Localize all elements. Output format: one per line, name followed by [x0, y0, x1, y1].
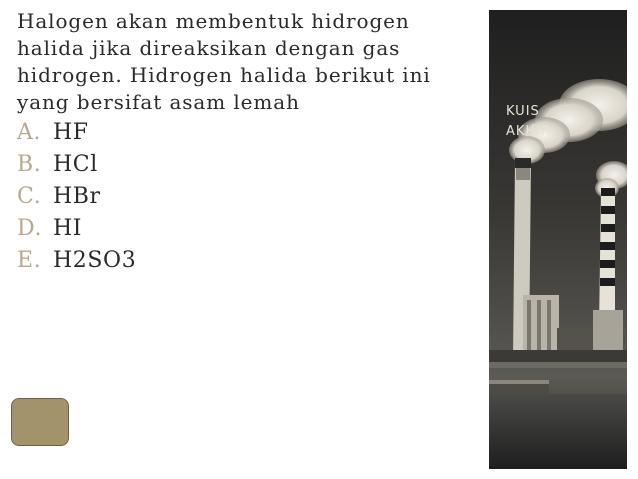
- question-text: Halogen akan membentuk hidrogen halida jika direaksikan dengan gas hidrogen. Hidrogen halida berikut ini yang bersifat asam lemah: [17, 9, 431, 114]
- right-chimney: [599, 188, 615, 330]
- option-d[interactable]: [17, 216, 136, 248]
- option-text: HBr: [53, 184, 101, 209]
- option-text: HF: [53, 120, 89, 145]
- option-letter: A.: [17, 120, 42, 145]
- quiz-label: KUIS AKHIR: [506, 104, 552, 139]
- answer-options: [17, 120, 136, 280]
- option-c[interactable]: [17, 184, 136, 216]
- option-e[interactable]: [17, 248, 136, 280]
- option-letter: B.: [17, 152, 42, 177]
- power-plant-illustration: [489, 10, 627, 469]
- nav-button[interactable]: [11, 398, 69, 446]
- power-plant-photo: [489, 10, 627, 469]
- option-text: HI: [53, 216, 83, 241]
- option-letter: D.: [17, 216, 43, 241]
- water: [489, 394, 627, 469]
- option-a[interactable]: [17, 120, 136, 152]
- option-b[interactable]: [17, 152, 136, 184]
- option-text: HCl: [53, 152, 98, 177]
- option-letter: E.: [17, 248, 42, 273]
- option-letter: C.: [17, 184, 42, 209]
- option-text: H2SO3: [53, 248, 137, 273]
- pier: [489, 380, 549, 394]
